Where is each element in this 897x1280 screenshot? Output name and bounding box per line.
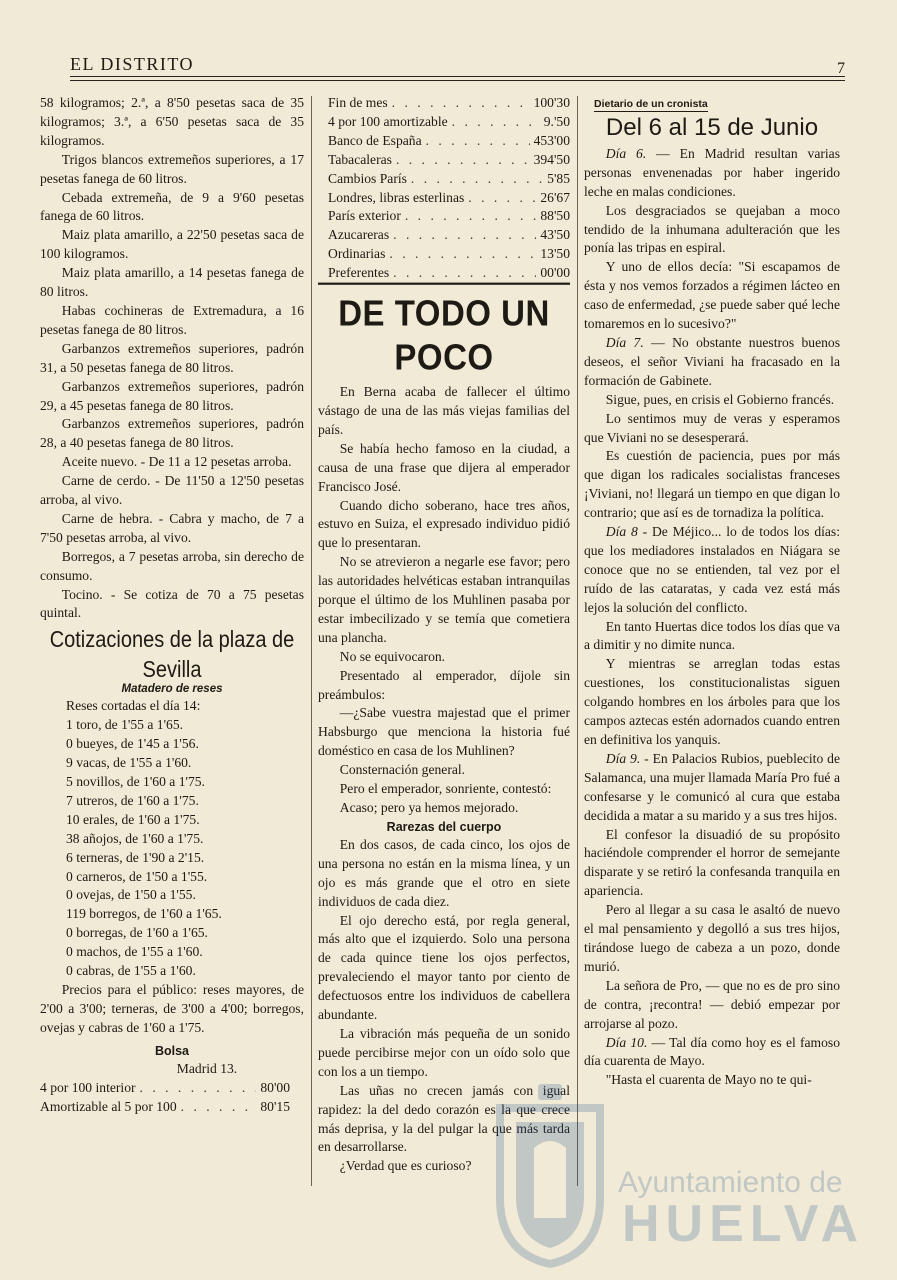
dietario-entry bbox=[584, 334, 840, 391]
leader-dots bbox=[181, 1098, 257, 1117]
row-label: Fin de mes bbox=[328, 95, 388, 110]
stock-row bbox=[328, 170, 570, 189]
dietario-entries bbox=[584, 145, 840, 1090]
dietario-entry bbox=[584, 618, 840, 656]
stock-row bbox=[328, 151, 570, 170]
row-value: 13'50 bbox=[540, 246, 570, 262]
dietario-entry bbox=[584, 391, 840, 410]
dietario-entry bbox=[584, 145, 840, 202]
cattle-item: 0 machos, de 1'55 a 1'60. bbox=[66, 944, 203, 960]
article-paragraph: Presentado al emperador, díjole sin preámbulos: bbox=[318, 667, 570, 702]
entry-text: Pero al llegar a su casa le asaltó de nuevo el mal pensamiento y degolló a sus tres hijos, tirándose luego de cabeza a un pozo, donde murió. bbox=[584, 902, 840, 974]
watermark-line1: Ayuntamiento de bbox=[618, 1166, 843, 1199]
cattle-item: 119 borregos, de 1'60 a 1'65. bbox=[66, 906, 222, 922]
article-paragraph: En Berna acaba de fallecer el último vástago de una de las más viejas familias del país. bbox=[318, 384, 570, 437]
row-label: Tabacaleras bbox=[328, 151, 392, 167]
entry-text: Y uno de ellos decía: "Si escapamos de ésta y nos vemos forzados a régimen lácteo en caso de enfermedad, ¿se puede saber qué leche tomaremos en lo sucesivo?" bbox=[584, 259, 840, 332]
cattle-item: 9 vacas, de 1'55 a 1'60. bbox=[66, 755, 192, 771]
bolsa-row bbox=[40, 1098, 290, 1117]
entry-date: Día 7. bbox=[605, 334, 644, 350]
rarezas-paragraph: En dos casos, de cada cinco, los ojos de una persona no están en la misma línea, y un ojo es más grande que el otro en siete individuos de cada diez. bbox=[318, 836, 570, 909]
stock-row bbox=[328, 189, 570, 208]
page-header bbox=[70, 54, 845, 84]
leader-dots bbox=[452, 113, 540, 132]
entry-text: — No obstante nuestros buenos deseos, el señor Viviani ha fracasado en la formación de Gabinete. bbox=[584, 334, 841, 388]
rarezas-paragraph: La vibración más pequeña de un sonido puede percibirse mejor con un oído solo que con los a un tiempo. bbox=[318, 1025, 570, 1079]
dietario-entry bbox=[584, 1034, 840, 1072]
price-paragraph: 58 kilogramos; 2.ª, a 8'50 pesetas saca de 35 kilogramos; 3.ª, a 6'50 pesetas saca de 35 kilogramos. bbox=[40, 95, 304, 148]
price-paragraph: Trigos blancos extremeños superiores, a 17 pesetas fanega de 60 litros. bbox=[40, 151, 304, 186]
bolsa-table bbox=[40, 1079, 304, 1117]
leader-dots bbox=[393, 226, 536, 245]
entry-text: Y mientras se arreglan todas estas cuestiones, los constitucionalistas siguen colgando hombres en los árboles para que los campos aztecas estén adornados cuando entren en definitiva los yanquis. bbox=[584, 656, 840, 747]
page-number: 7 bbox=[837, 60, 845, 77]
entry-text: Sigue, pues, en crisis el Gobierno francés. bbox=[605, 391, 835, 407]
bolsa-heading: Bolsa bbox=[154, 1043, 190, 1058]
stock-row bbox=[328, 264, 570, 283]
stock-row bbox=[328, 132, 570, 151]
header-rule bbox=[70, 76, 845, 77]
cattle-item: 0 bueyes, de 1'45 a 1'56. bbox=[66, 736, 199, 752]
bolsa-place: Madrid 13. bbox=[176, 1060, 238, 1076]
leader-dots bbox=[396, 151, 530, 170]
entry-date: Día 10. bbox=[605, 1034, 648, 1050]
entry-text: El confesor la disuadió de su propósito haciéndole comprender el horror de semejante disparate y se retiró la confesanda tranquila en apariencia. bbox=[584, 826, 840, 899]
entry-text: Los desgraciados se quejaban a moco tendido de la inhumana adulteración que les ponía las tripas en espiral. bbox=[584, 202, 840, 256]
row-label: Preferentes bbox=[328, 265, 390, 281]
public-prices: Precios para el público: reses mayores, de 2'00 a 3'00; terneras, de 3'00 a 4'00; borregos, ovejas y cabras de 1'60 a 1'75. bbox=[40, 981, 304, 1035]
row-value: 26'67 bbox=[540, 189, 570, 205]
city-shield-icon bbox=[490, 1078, 610, 1268]
leader-dots bbox=[426, 132, 530, 151]
price-paragraph: Carne de hebra. - Cabra y macho, de 7 a 7'50 pesetas arroba, al vivo. bbox=[40, 510, 304, 545]
price-paragraph: Garbanzos extremeños superiores, padrón 28, a 40 pesetas fanega de 80 litros. bbox=[40, 416, 304, 451]
cattle-item: 1 toro, de 1'55 a 1'65. bbox=[66, 717, 184, 733]
column-market-prices bbox=[40, 94, 304, 1116]
stock-row bbox=[328, 113, 570, 132]
price-paragraph: Carne de cerdo. - De 11'50 a 12'50 pesetas arroba, al vivo. bbox=[40, 473, 304, 508]
row-value: 453'00 bbox=[533, 132, 570, 148]
dietario-title: Del 6 al 15 de Junio bbox=[605, 113, 819, 141]
watermark bbox=[490, 1078, 865, 1268]
row-label: Azucareras bbox=[328, 227, 390, 243]
cattle-item: 0 cabras, de 1'55 a 1'60. bbox=[66, 963, 196, 979]
row-label: Banco de España bbox=[328, 132, 422, 148]
stock-row bbox=[328, 94, 570, 113]
price-paragraph: Borregos, a 7 pesetas arroba, sin derecho de consumo. bbox=[40, 548, 304, 583]
entry-text: Es cuestión de paciencia, pues por más que digan los radicales socialistas franceses ¡Viviani, no! llegará un tiempo en que digan lo contrario; que así es de tornadiza la política. bbox=[584, 448, 840, 521]
row-label: Ordinarias bbox=[328, 246, 386, 262]
cattle-item: 6 terneras, de 1'90 a 2'15. bbox=[66, 849, 205, 865]
section-title: DE TODO UN POCO bbox=[318, 283, 570, 380]
rarezas-paragraph: ¿Verdad que es curioso? bbox=[339, 1158, 472, 1174]
stock-row bbox=[328, 207, 570, 226]
row-value: 80'00 bbox=[260, 1079, 290, 1095]
dietario-entry bbox=[584, 977, 840, 1034]
dietario-entry bbox=[584, 826, 840, 902]
cattle-item: 10 erales, de 1'60 a 1'75. bbox=[66, 811, 200, 827]
article-paragraph: Pero el emperador, sonriente, contestó: bbox=[339, 781, 552, 797]
row-label: 4 por 100 interior bbox=[40, 1079, 136, 1095]
price-paragraph: Tocino. - Se cotiza de 70 a 75 pesetas quintal. bbox=[40, 586, 304, 621]
dietario-entry bbox=[584, 655, 840, 750]
cattle-item: 7 utreros, de 1'60 a 1'75. bbox=[66, 792, 199, 808]
bolsa-row bbox=[40, 1079, 290, 1098]
dietario-entry bbox=[584, 410, 840, 448]
column-divider bbox=[311, 96, 312, 1186]
leader-dots bbox=[405, 207, 537, 226]
dietario-entry bbox=[584, 258, 840, 334]
entry-text: "Hasta el cuarenta de Mayo no te qui- bbox=[605, 1072, 812, 1088]
price-paragraph: Aceite nuevo. - De 11 a 12 pesetas arroba. bbox=[61, 454, 292, 470]
dietario-entry bbox=[584, 447, 840, 523]
matadero-heading: Matadero de reses bbox=[121, 683, 223, 696]
dietario-entry bbox=[584, 901, 840, 977]
column-dietario bbox=[584, 94, 840, 1090]
stock-row bbox=[328, 226, 570, 245]
entry-text: — En Madrid resultan varias personas envenenadas por haber ingerido leche en malas condiciones. bbox=[584, 145, 840, 199]
rarezas-paragraph: Las uñas no crecen jamás con igual rapidez: la del dedo corazón es la que crece más deprisa, y la del pulgar la que más tarda en desarrollarse. bbox=[318, 1082, 570, 1155]
row-label: Londres, libras esterlinas bbox=[328, 189, 465, 205]
price-paragraph: Cebada extremeña, de 9 a 9'60 pesetas fanega de 60 litros. bbox=[40, 189, 304, 224]
stock-row bbox=[328, 245, 570, 264]
leader-dots bbox=[411, 170, 543, 189]
entry-text: - De Méjico... lo de todos los días: que los mediadores instalados en Niágara se conoce que no se entienden, tal vez por el ruído de las cataratas, y cada vez está más lejos la solución del conflicto. bbox=[584, 524, 840, 615]
dietario-entry bbox=[584, 750, 840, 826]
entry-text: La señora de Pro, — que no es de pro sino de contra, ¡recontra! — debió empezar por arrojarse al pozo. bbox=[584, 977, 840, 1031]
leader-dots bbox=[389, 245, 536, 264]
article-paragraph: Acaso; pero ya hemos mejorado. bbox=[339, 800, 519, 815]
entry-text: — Tal día como hoy es el famoso día cuarenta de Mayo. bbox=[584, 1034, 840, 1069]
row-value: 394'50 bbox=[533, 151, 570, 167]
cattle-list bbox=[40, 716, 304, 981]
column-divider bbox=[577, 96, 578, 1186]
entry-text: - En Palacios Rubios, pueblecito de Salamanca, una mujer llamada María Pro fué a confesarse y le comunicó al cura que estaba decidida a matar a su marido y a sus tres hijos. bbox=[584, 750, 840, 823]
article-paragraph: No se equivocaron. bbox=[339, 648, 446, 664]
row-value: 80'15 bbox=[260, 1098, 290, 1114]
price-paragraph: Garbanzos extremeños superiores, padrón 29, a 45 pesetas fanega de 80 litros. bbox=[40, 378, 304, 413]
column-de-todo-un-poco bbox=[318, 94, 570, 1176]
column-kicker: Dietario de un cronista bbox=[594, 98, 708, 110]
price-paragraph: Maiz plata amarillo, a 14 pesetas fanega de 80 litros. bbox=[40, 265, 304, 300]
sevilla-heading: Cotizaciones de la plaza de Sevilla bbox=[49, 627, 295, 683]
leader-dots bbox=[468, 189, 536, 208]
entry-date: Día 9. bbox=[605, 750, 641, 766]
row-value: 5'85 bbox=[547, 170, 570, 186]
price-paragraph: Habas cochineras de Extremadura, a 16 pesetas fanega de 80 litros. bbox=[40, 302, 304, 337]
watermark-line2: HUELVA bbox=[622, 1195, 865, 1253]
article-paragraph: —¿Sabe vuestra majestad que el primer Habsburgo que menciona la historia fué doméstico en casa de los Muhlinen? bbox=[318, 705, 570, 759]
dietario-entry bbox=[584, 202, 840, 259]
row-value: 00'00 bbox=[540, 265, 570, 281]
row-value: 43'50 bbox=[540, 227, 570, 243]
dietario-entry bbox=[584, 523, 840, 618]
header-rule-secondary bbox=[70, 80, 845, 81]
reses-intro: Reses cortadas el día 14: bbox=[66, 698, 201, 714]
article-paragraph: No se atrevieron a negarle ese favor; pero las autoridades helvéticas estaban intranquilas porque el último de los Muhlinen pasaba por estar imbecilizado y se temía que cometiera una plancha. bbox=[318, 554, 570, 645]
cattle-item: 0 carneros, de 1'50 a 1'55. bbox=[66, 868, 208, 884]
cattle-item: 38 añojos, de 1'60 a 1'75. bbox=[66, 830, 204, 846]
article-paragraph: Cuando dicho soberano, hace tres años, estuvo en Suiza, el expresado individuo pidió que lo presentaran. bbox=[318, 497, 570, 551]
row-value: 88'50 bbox=[540, 208, 570, 224]
article-paragraph: Se había hecho famoso en la ciudad, a causa de una frase que dijera al emperador Francisco José. bbox=[318, 440, 570, 494]
row-label: Cambios París bbox=[328, 170, 407, 186]
row-label: París exterior bbox=[328, 208, 401, 224]
stock-table bbox=[318, 94, 570, 283]
article-paragraph: Consternación general. bbox=[339, 762, 466, 778]
price-paragraphs bbox=[40, 94, 304, 623]
cattle-item: 0 ovejas, de 1'50 a 1'55. bbox=[66, 887, 196, 903]
entry-text: En tanto Huertas dice todos los días que va a dimitir y no dimite nunca. bbox=[584, 618, 840, 653]
entry-date: Día 8 bbox=[605, 524, 638, 540]
cattle-item: 0 borregas, de 1'60 a 1'65. bbox=[66, 925, 208, 941]
leader-dots bbox=[393, 264, 536, 283]
leader-dots bbox=[392, 94, 530, 113]
price-paragraph: Maiz plata amarillo, a 22'50 pesetas saca de 100 kilogramos. bbox=[40, 227, 304, 262]
entry-text: Lo sentimos muy de veras y esperamos que Viviani no se desesperará. bbox=[584, 410, 840, 445]
rarezas-paragraph: El ojo derecho está, por regla general, más alto que el izquierdo. Solo una persona de cada quince tiene los ojos perfectos, prevaleciendo el mayor tanto por ciento de defectuosos entre los individuos de cabellera abundante. bbox=[318, 912, 570, 1023]
article-paragraphs bbox=[318, 383, 570, 818]
row-value: 9.'50 bbox=[543, 113, 570, 129]
row-label: Amortizable al 5 por 100 bbox=[40, 1098, 177, 1114]
cattle-item: 5 novillos, de 1'60 a 1'75. bbox=[66, 774, 205, 789]
entry-date: Día 6. bbox=[605, 145, 647, 161]
subsection-title: Rarezas del cuerpo bbox=[386, 819, 502, 834]
price-paragraph: Garbanzos extremeños superiores, padrón 31, a 50 pesetas fanega de 80 litros. bbox=[40, 340, 304, 375]
row-value: 100'30 bbox=[533, 95, 570, 110]
newspaper-title: EL DISTRITO bbox=[70, 54, 194, 74]
leader-dots bbox=[140, 1079, 257, 1098]
row-label: 4 por 100 amortizable bbox=[328, 113, 448, 129]
